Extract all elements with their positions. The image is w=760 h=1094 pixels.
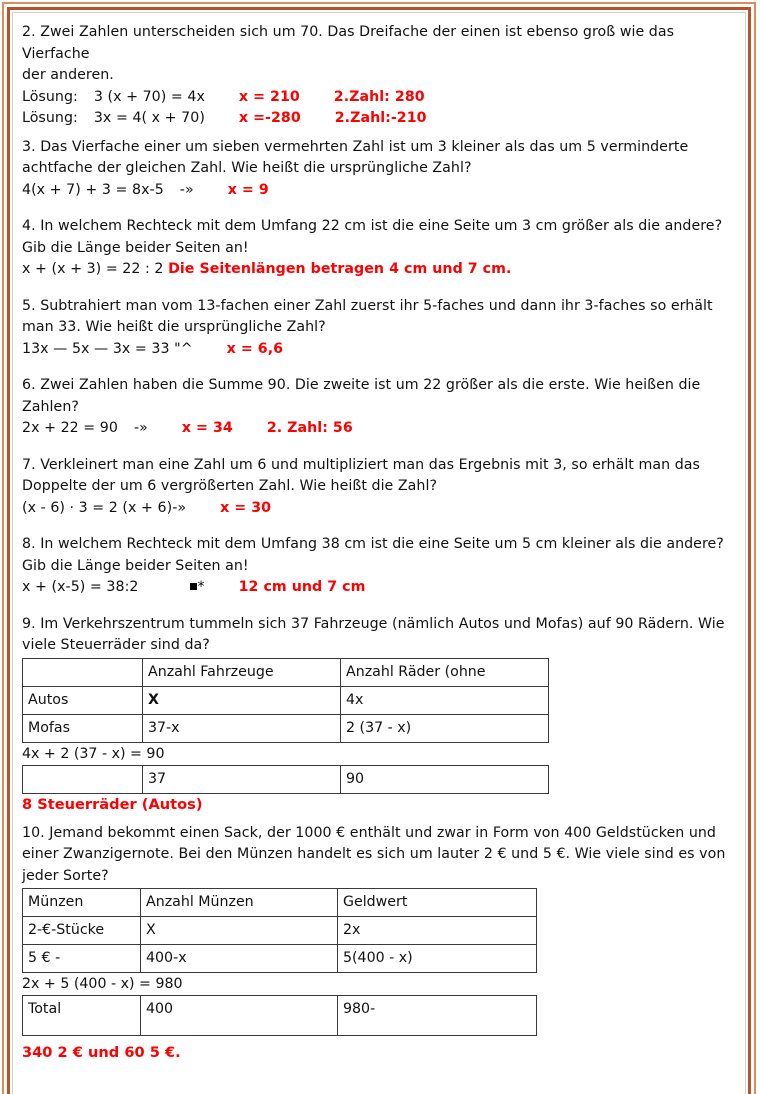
question-text: Zahlen?: [22, 398, 79, 415]
table-row: [23, 686, 549, 714]
table-cell: 400-x: [141, 945, 338, 973]
table-cell: Total: [23, 996, 141, 1036]
table-cell: Mofas: [23, 714, 143, 742]
table-cell: 2x: [338, 917, 537, 945]
solution-answer: x = 34: [181, 420, 233, 436]
question-text: 6. Zwei Zahlen haben die Summe 90. Die zweite ist um 22 größer als die erste. Wie heißen die: [22, 377, 701, 393]
solution-equation: (x - 6) · 3 = 2 (x + 6): [22, 499, 173, 516]
solution-answer-secondary: 2.Zahl:-210: [334, 110, 427, 126]
solution-answer: x = 9: [227, 181, 269, 198]
solution-label: Lösung:: [22, 88, 78, 105]
question-text: achtfache der gleichen Zahl. Wie heißt die ursprüngliche Zahl?: [22, 160, 472, 176]
solution-answer: x = 6,6: [226, 340, 284, 357]
solution-equation: 13x — 5x — 3x = 33: [22, 340, 170, 357]
solution-label: Lösung:: [22, 110, 78, 126]
table-header-cell: [23, 658, 143, 686]
question-text: 3. Das Vierfache einer um sieben vermehrten Zahl ist um 3 kleiner als das um 5 verminderte: [22, 138, 689, 155]
solution-answer: x = 30: [220, 499, 272, 516]
table-header-row: [23, 658, 549, 686]
table-header-cell: Anzahl Räder (ohne: [341, 658, 549, 686]
question-text: 4. In welchem Rechteck mit dem Umfang 22 cm ist die eine Seite um 3 cm größer als die andere?: [22, 218, 723, 234]
solution-equation: 3x = 4( x + 70): [93, 110, 205, 126]
final-answer: 340 2 € und 60 5 €.: [22, 1044, 181, 1061]
table-header-cell: Anzahl Fahrzeuge: [143, 658, 341, 686]
coins-table: [22, 888, 537, 973]
solution-answer: Die Seitenlängen betragen 4 cm und 7 cm.: [168, 261, 512, 277]
table-header-cell: Anzahl Münzen: [141, 889, 338, 917]
exercise-item-5: [22, 296, 734, 361]
exercise-item-4: [22, 216, 734, 281]
solution-row: [22, 418, 734, 440]
exercise-item-8: [22, 534, 734, 599]
table-cell: X: [141, 917, 338, 945]
table-row: [23, 917, 537, 945]
exercise-item-10: [22, 823, 734, 1065]
table-header-cell: Geldwert: [338, 889, 537, 917]
equation-line: 2x + 5 (400 - x) = 980: [22, 976, 183, 992]
solution-equation: 4(x + 7) + 3 = 8x-5: [22, 181, 164, 198]
solution-answer: 12 cm und 7 cm: [238, 579, 366, 595]
table-row: [23, 945, 537, 973]
solution-row: [22, 180, 734, 202]
solution-answer-secondary: 2. Zahl: 56: [266, 420, 353, 436]
solution-equation: 3 (x + 70) = 4x: [93, 88, 205, 105]
solution-answer-secondary: 2.Zahl: 280: [333, 88, 425, 105]
table-cell: 980-: [338, 996, 537, 1036]
arrow-glyph: "^: [174, 340, 193, 357]
question-text: der anderen.: [22, 67, 114, 83]
solution-equation: x + (x-5) = 38:2: [22, 579, 139, 595]
arrow-glyph: -»: [172, 499, 187, 516]
solution-equation: 2x + 22 = 90: [22, 420, 118, 436]
question-text: viele Steuerräder sind da?: [22, 637, 210, 653]
coins-total-table: [22, 995, 537, 1036]
solution-row: [22, 259, 734, 281]
exercise-item-7: [22, 455, 734, 520]
arrow-glyph: -»: [133, 420, 148, 436]
table-cell: X: [143, 686, 341, 714]
table-row: [23, 714, 549, 742]
question-text: man 33. Wie heißt die ursprüngliche Zahl?: [22, 319, 326, 335]
exercise-item-6: [22, 375, 734, 440]
table-cell: Autos: [23, 686, 143, 714]
table-header-row: [23, 889, 537, 917]
question-text: 5. Subtrahiert man vom 13-fachen einer Zahl zuerst ihr 5-faches und dann ihr 3-faches so erhält: [22, 297, 713, 314]
solution-row: [22, 577, 734, 599]
exercise-item-2: [22, 22, 734, 130]
final-answer: 8 Steuerräder (Autos): [22, 795, 203, 813]
exercise-item-9: [22, 614, 734, 816]
question-text: Gib die Länge beider Seiten an!: [22, 557, 249, 574]
table-cell: 2 (37 - x): [341, 714, 549, 742]
solution-equation: x + (x + 3) = 22 : 2: [22, 261, 164, 277]
table-cell: 37: [143, 765, 341, 793]
table-cell: 400: [141, 996, 338, 1036]
table-cell: 2-€-Stücke: [23, 917, 141, 945]
table-cell: [23, 765, 143, 793]
question-text: einer Zwanzigernote. Bei den Münzen handelt es sich um lauter 2 € und 5 €. Wie viele sind es von: [22, 846, 726, 862]
table-cell: 5 € -: [23, 945, 141, 973]
table-header-cell: Münzen: [23, 889, 141, 917]
solution-row: [22, 87, 734, 109]
solution-answer: x = 210: [238, 88, 300, 105]
vehicles-total-table: [22, 765, 549, 794]
worksheet-content: [14, 14, 744, 1074]
vehicles-table: [22, 658, 549, 743]
solution-answer: x =-280: [238, 110, 301, 126]
question-text: Gib die Länge beider Seiten an!: [22, 239, 249, 256]
question-text: 10. Jemand bekommt einen Sack, der 1000 € enthält und zwar in Form von 400 Geldstücken und: [22, 824, 716, 841]
question-text: Doppelte der um 6 vergrößerten Zahl. Wie heißt die Zahl?: [22, 478, 438, 494]
asterisk-icon: *: [197, 579, 205, 595]
arrow-glyph: -»: [179, 181, 194, 198]
question-text: 2. Zwei Zahlen unterscheiden sich um 70. Das Dreifache der einen ist ebenso groß wie das Vierfache: [22, 24, 679, 62]
question-text: 8. In welchem Rechteck mit dem Umfang 38 cm ist die eine Seite um 5 cm kleiner als die andere?: [22, 536, 724, 552]
table-row: [23, 765, 549, 793]
solution-row: [22, 339, 734, 361]
question-text: 9. Im Verkehrszentrum tummeln sich 37 Fahrzeuge (nämlich Autos und Mofas) auf 90 Rädern. Wie: [22, 615, 725, 632]
solution-row: [22, 108, 734, 130]
solution-row: [22, 498, 734, 520]
question-text: 7. Verkleinert man eine Zahl um 6 und multipliziert man das Ergebnis mit 3, so erhält man das: [22, 456, 700, 473]
table-cell: 5(400 - x): [338, 945, 537, 973]
question-text: jeder Sorte?: [22, 867, 109, 884]
exercise-item-3: [22, 137, 734, 202]
equation-line: 4x + 2 (37 - x) = 90: [22, 745, 165, 762]
table-cell: 4x: [341, 686, 549, 714]
table-cell: 37-x: [143, 714, 341, 742]
table-row: [23, 996, 537, 1036]
table-cell: 90: [341, 765, 549, 793]
